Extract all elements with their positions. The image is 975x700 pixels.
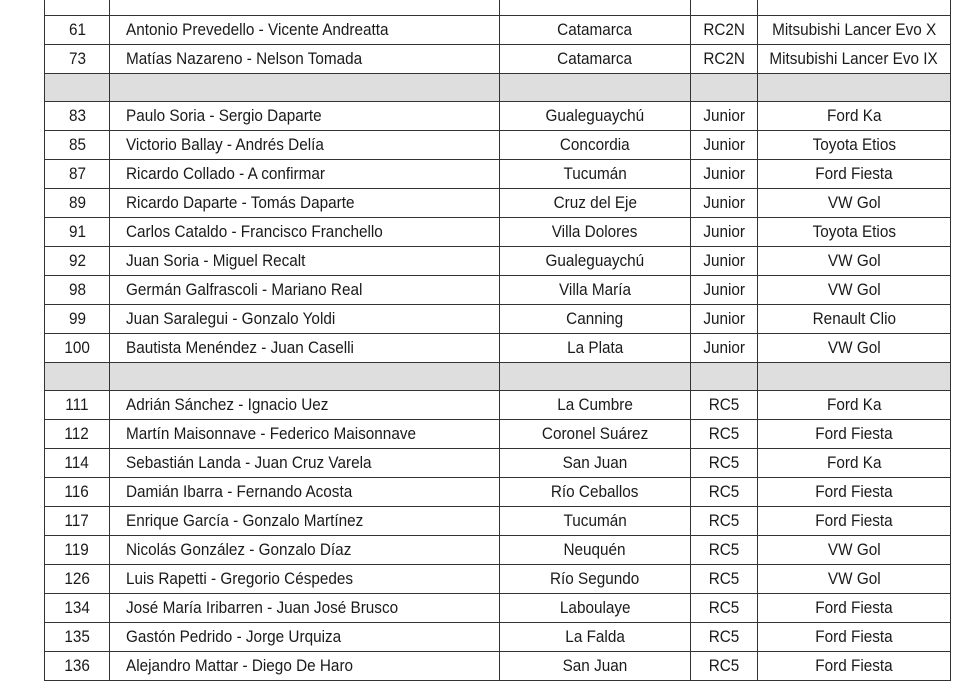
table-row: [45, 45, 951, 74]
car-model-cell-text: VW Gol: [827, 193, 881, 212]
class-cell-text: Junior: [703, 135, 745, 154]
car-model-cell: [758, 247, 951, 276]
crew-names-cell: [110, 391, 500, 420]
entry-number-cell-text: 83: [68, 106, 86, 125]
class-cell: [691, 652, 758, 681]
empty-cell: [45, 0, 110, 16]
city-cell: [500, 247, 691, 276]
crew-names-cell-text: Sebastián Landa - Juan Cruz Varela: [126, 453, 372, 472]
car-model-cell: [758, 449, 951, 478]
class-cell-text: Junior: [703, 222, 745, 241]
car-model-cell-text: Toyota Etios: [812, 135, 896, 154]
class-cell: [691, 536, 758, 565]
class-cell-text: RC5: [708, 656, 740, 675]
car-model-cell: [758, 536, 951, 565]
empty-cell: [110, 74, 500, 102]
city-cell: [500, 478, 691, 507]
entry-number-cell: [45, 623, 110, 652]
table-row: [45, 247, 951, 276]
entry-number-cell: [45, 478, 110, 507]
city-cell-text: Gualeguaychú: [545, 251, 645, 270]
crew-names-cell: [110, 478, 500, 507]
entry-number-cell: [45, 391, 110, 420]
crew-names-cell: [110, 334, 500, 363]
table-row: [45, 449, 951, 478]
entry-number-cell: [45, 334, 110, 363]
class-cell-text: RC5: [708, 482, 740, 501]
crew-names-cell-text: Ricardo Collado - A confirmar: [126, 164, 325, 183]
car-model-cell: [758, 218, 951, 247]
table-row: [45, 652, 951, 681]
crew-names-cell: [110, 420, 500, 449]
class-cell-text: RC5: [708, 424, 740, 443]
entry-number-cell-text: 111: [65, 395, 89, 414]
table-row: [45, 189, 951, 218]
entry-number-cell: [45, 218, 110, 247]
class-cell: [691, 478, 758, 507]
class-cell: [691, 305, 758, 334]
car-model-cell-text: VW Gol: [827, 338, 881, 357]
table-row: [45, 565, 951, 594]
car-model-cell-text: VW Gol: [827, 569, 881, 588]
class-cell-text: Junior: [703, 338, 745, 357]
entry-number-cell: [45, 507, 110, 536]
crew-names-cell: [110, 189, 500, 218]
city-cell-text: Canning: [566, 309, 624, 328]
entry-number-cell: [45, 305, 110, 334]
city-cell-text: Río Ceballos: [551, 482, 639, 501]
table-row: [45, 131, 951, 160]
class-separator-row: [45, 363, 951, 391]
empty-cell: [691, 0, 758, 16]
city-cell-text: Concordia: [560, 135, 630, 154]
class-cell: [691, 218, 758, 247]
entry-number-cell-text: 116: [64, 482, 90, 501]
class-cell-text: Junior: [703, 251, 745, 270]
entry-number-cell: [45, 449, 110, 478]
entry-number-cell: [45, 102, 110, 131]
class-cell: [691, 131, 758, 160]
car-model-cell-text: Ford Fiesta: [815, 627, 893, 646]
city-cell: [500, 449, 691, 478]
crew-names-cell: [110, 594, 500, 623]
city-cell-text: La Cumbre: [557, 395, 633, 414]
entry-number-cell-text: 119: [64, 540, 90, 559]
table-row: [45, 594, 951, 623]
crew-names-cell-text: Germán Galfrascoli - Mariano Real: [126, 280, 363, 299]
entry-number-cell: [45, 536, 110, 565]
crew-names-cell-text: Antonio Prevedello - Vicente Andreatta: [126, 20, 389, 39]
city-cell-text: La Falda: [565, 627, 625, 646]
car-model-cell-text: Ford Fiesta: [815, 598, 893, 617]
entry-number-cell: [45, 131, 110, 160]
table-row: [45, 536, 951, 565]
city-cell: [500, 276, 691, 305]
table-row: [45, 391, 951, 420]
entry-number-cell-text: 87: [68, 164, 86, 183]
class-cell: [691, 391, 758, 420]
table-row: [45, 218, 951, 247]
city-cell-text: Catamarca: [557, 20, 633, 39]
crew-names-cell-text: Enrique García - Gonzalo Martínez: [126, 511, 364, 530]
crew-names-cell: [110, 45, 500, 74]
entry-number-cell: [45, 247, 110, 276]
car-model-cell: [758, 391, 951, 420]
car-model-cell: [758, 652, 951, 681]
class-cell: [691, 420, 758, 449]
crew-names-cell-text: Martín Maisonnave - Federico Maisonnave: [126, 424, 416, 443]
class-cell-text: Junior: [703, 193, 745, 212]
car-model-cell: [758, 594, 951, 623]
car-model-cell-text: Toyota Etios: [812, 222, 896, 241]
table-row: [45, 305, 951, 334]
entry-number-cell: [45, 276, 110, 305]
table-row: [45, 16, 951, 45]
car-model-cell: [758, 102, 951, 131]
class-cell-text: RC2N: [703, 20, 745, 39]
entry-list-body: [45, 0, 951, 681]
city-cell-text: Tucumán: [563, 511, 627, 530]
table-row: [45, 334, 951, 363]
city-cell-text: Laboulaye: [559, 598, 631, 617]
class-cell: [691, 507, 758, 536]
car-model-cell: [758, 565, 951, 594]
class-cell-text: RC2N: [703, 49, 745, 68]
city-cell-text: La Plata: [566, 338, 624, 357]
city-cell: [500, 420, 691, 449]
entry-number-cell-text: 89: [68, 193, 86, 212]
car-model-cell: [758, 420, 951, 449]
crew-names-cell: [110, 16, 500, 45]
city-cell: [500, 334, 691, 363]
class-cell: [691, 449, 758, 478]
entry-number-cell: [45, 160, 110, 189]
city-cell: [500, 305, 691, 334]
entry-number-cell-text: 112: [64, 424, 90, 443]
class-cell: [691, 247, 758, 276]
city-cell-text: Catamarca: [557, 49, 633, 68]
car-model-cell-text: Mitsubishi Lancer Evo IX: [769, 49, 939, 68]
class-separator-row: [45, 74, 951, 102]
crew-names-cell-text: Juan Saralegui - Gonzalo Yoldi: [126, 309, 336, 328]
class-cell-text: RC5: [708, 395, 740, 414]
crew-names-cell-text: Gastón Pedrido - Jorge Urquiza: [126, 627, 342, 646]
crew-names-cell-text: Juan Soria - Miguel Recalt: [126, 251, 306, 270]
car-model-cell: [758, 276, 951, 305]
crew-names-cell: [110, 565, 500, 594]
crew-names-cell: [110, 536, 500, 565]
car-model-cell-text: Ford Fiesta: [815, 424, 893, 443]
car-model-cell: [758, 507, 951, 536]
entry-number-cell-text: 117: [64, 511, 90, 530]
city-cell-text: Coronel Suárez: [541, 424, 649, 443]
car-model-cell-text: Ford Ka: [826, 106, 882, 125]
crew-names-cell-text: Matías Nazareno - Nelson Tomada: [126, 49, 363, 68]
class-cell: [691, 160, 758, 189]
table-row: [45, 623, 951, 652]
car-model-cell-text: Ford Fiesta: [815, 482, 893, 501]
empty-cell: [500, 0, 691, 16]
car-model-cell-text: Mitsubishi Lancer Evo X: [771, 20, 937, 39]
class-cell: [691, 623, 758, 652]
class-cell: [691, 594, 758, 623]
city-cell-text: Tucumán: [563, 164, 627, 183]
crew-names-cell: [110, 131, 500, 160]
table-row: [45, 276, 951, 305]
empty-cell: [691, 363, 758, 391]
car-model-cell-text: VW Gol: [827, 251, 881, 270]
crew-names-cell-text: Luis Rapetti - Gregorio Céspedes: [126, 569, 354, 588]
entry-number-cell: [45, 565, 110, 594]
crew-names-cell-text: Paulo Soria - Sergio Daparte: [126, 106, 322, 125]
class-cell-text: RC5: [708, 540, 740, 559]
crew-names-cell: [110, 160, 500, 189]
class-cell: [691, 16, 758, 45]
city-cell-text: Villa María: [559, 280, 631, 299]
crew-names-cell: [110, 507, 500, 536]
empty-cell: [758, 74, 951, 102]
entry-number-cell-text: 85: [68, 135, 86, 154]
car-model-cell-text: Ford Ka: [826, 453, 882, 472]
entry-number-cell-text: 126: [64, 569, 90, 588]
entry-number-cell-text: 134: [64, 598, 90, 617]
crew-names-cell: [110, 623, 500, 652]
empty-cell: [45, 363, 110, 391]
empty-cell: [691, 74, 758, 102]
crew-names-cell-text: José María Iribarren - Juan José Brusco: [126, 598, 399, 617]
table-row: [45, 478, 951, 507]
entry-number-cell-text: 73: [68, 49, 86, 68]
entry-number-cell-text: 136: [64, 656, 90, 675]
table-row: [45, 102, 951, 131]
car-model-cell: [758, 623, 951, 652]
class-cell-text: Junior: [703, 280, 745, 299]
car-model-cell: [758, 189, 951, 218]
car-model-cell-text: VW Gol: [827, 280, 881, 299]
crew-names-cell: [110, 449, 500, 478]
crew-names-cell-text: Nicolás González - Gonzalo Díaz: [126, 540, 352, 559]
entry-number-cell-text: 92: [68, 251, 86, 270]
city-cell: [500, 189, 691, 218]
empty-cell: [110, 363, 500, 391]
city-cell: [500, 102, 691, 131]
car-model-cell-text: Ford Fiesta: [815, 511, 893, 530]
car-model-cell-text: Ford Fiesta: [815, 656, 893, 675]
entry-number-cell-text: 99: [68, 309, 86, 328]
car-model-cell: [758, 160, 951, 189]
crew-names-cell-text: Ricardo Daparte - Tomás Daparte: [126, 193, 355, 212]
class-cell-text: RC5: [708, 569, 740, 588]
car-model-cell: [758, 305, 951, 334]
table-row: [45, 420, 951, 449]
city-cell: [500, 391, 691, 420]
crew-names-cell: [110, 247, 500, 276]
city-cell: [500, 536, 691, 565]
empty-cell: [45, 74, 110, 102]
crew-names-cell-text: Bautista Menéndez - Juan Caselli: [126, 338, 354, 357]
city-cell-text: San Juan: [562, 453, 628, 472]
entry-number-cell: [45, 45, 110, 74]
crew-names-cell-text: Carlos Cataldo - Francisco Franchello: [126, 222, 383, 241]
city-cell: [500, 131, 691, 160]
entry-number-cell-text: 114: [64, 453, 90, 472]
crew-names-cell: [110, 218, 500, 247]
car-model-cell-text: Ford Ka: [826, 395, 882, 414]
car-model-cell-text: Renault Clio: [812, 309, 896, 328]
city-cell: [500, 623, 691, 652]
city-cell: [500, 507, 691, 536]
class-cell: [691, 276, 758, 305]
car-model-cell: [758, 334, 951, 363]
class-cell: [691, 189, 758, 218]
entry-number-cell-text: 61: [68, 20, 86, 39]
class-cell: [691, 565, 758, 594]
city-cell-text: Neuquén: [563, 540, 627, 559]
class-cell: [691, 102, 758, 131]
city-cell-text: San Juan: [562, 656, 628, 675]
class-cell: [691, 334, 758, 363]
entry-number-cell-text: 98: [68, 280, 86, 299]
empty-cell: [110, 0, 500, 16]
entry-number-cell-text: 91: [68, 222, 86, 241]
city-cell-text: Gualeguaychú: [545, 106, 645, 125]
car-model-cell: [758, 45, 951, 74]
city-cell: [500, 594, 691, 623]
entry-number-cell: [45, 652, 110, 681]
crew-names-cell: [110, 652, 500, 681]
empty-cell: [500, 74, 691, 102]
crew-names-cell-text: Damián Ibarra - Fernando Acosta: [126, 482, 353, 501]
crew-names-cell: [110, 276, 500, 305]
entry-number-cell-text: 135: [64, 627, 90, 646]
class-cell-text: RC5: [708, 627, 740, 646]
city-cell-text: Villa Dolores: [552, 222, 638, 241]
table-row: [45, 160, 951, 189]
car-model-cell: [758, 478, 951, 507]
car-model-cell: [758, 16, 951, 45]
crew-names-cell: [110, 102, 500, 131]
crew-names-cell-text: Adrián Sánchez - Ignacio Uez: [126, 395, 329, 414]
empty-cell: [758, 0, 951, 16]
city-cell: [500, 160, 691, 189]
empty-cell: [758, 363, 951, 391]
car-model-cell-text: Ford Fiesta: [815, 164, 893, 183]
entry-number-cell: [45, 189, 110, 218]
city-cell: [500, 652, 691, 681]
class-cell-text: Junior: [703, 309, 745, 328]
entry-number-cell-text: 100: [64, 338, 90, 357]
crew-names-cell-text: Victorio Ballay - Andrés Delía: [126, 135, 324, 154]
blank-row: [45, 0, 951, 16]
entry-number-cell: [45, 594, 110, 623]
car-model-cell-text: VW Gol: [827, 540, 881, 559]
class-cell-text: RC5: [708, 511, 740, 530]
city-cell: [500, 45, 691, 74]
class-cell-text: RC5: [708, 453, 740, 472]
entry-number-cell: [45, 16, 110, 45]
entry-list-table: [44, 0, 951, 681]
city-cell: [500, 16, 691, 45]
city-cell: [500, 218, 691, 247]
crew-names-cell: [110, 305, 500, 334]
city-cell: [500, 565, 691, 594]
crew-names-cell-text: Alejandro Mattar - Diego De Haro: [126, 656, 354, 675]
city-cell-text: Río Segundo: [550, 569, 640, 588]
class-cell: [691, 45, 758, 74]
empty-cell: [500, 363, 691, 391]
class-cell-text: Junior: [703, 164, 745, 183]
city-cell-text: Cruz del Eje: [553, 193, 637, 212]
entry-number-cell: [45, 420, 110, 449]
class-cell-text: RC5: [708, 598, 740, 617]
car-model-cell: [758, 131, 951, 160]
table-row: [45, 507, 951, 536]
class-cell-text: Junior: [703, 106, 745, 125]
